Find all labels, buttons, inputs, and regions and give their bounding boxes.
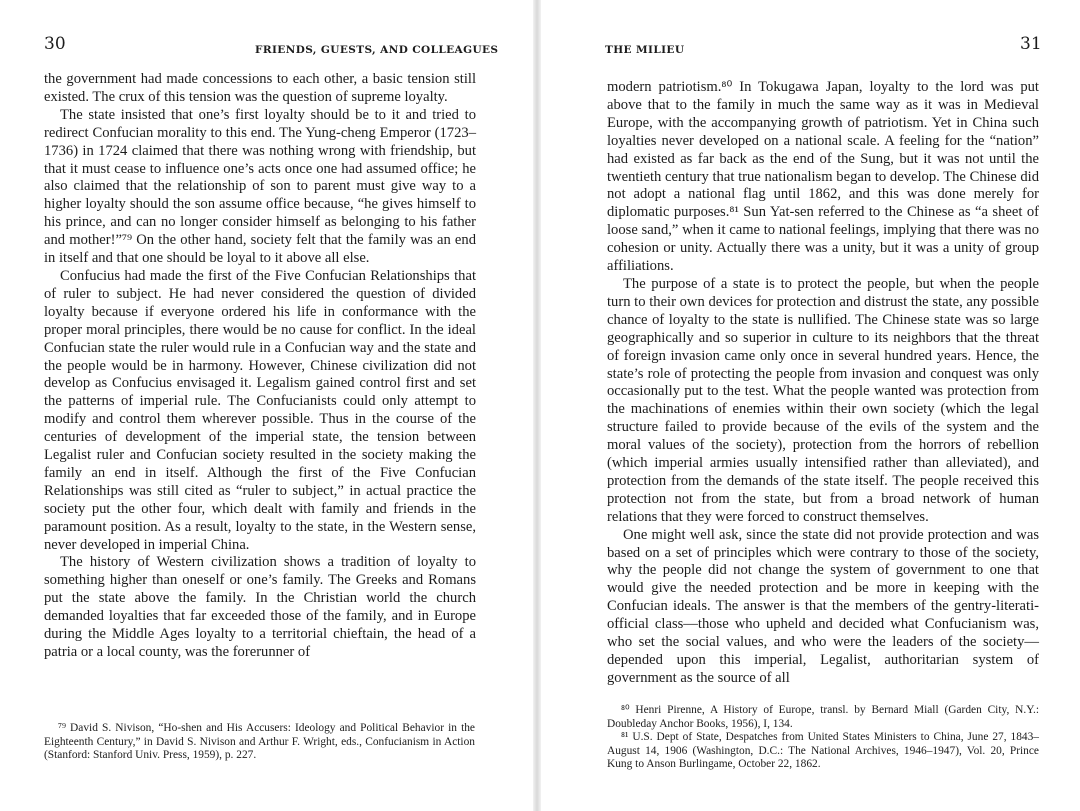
running-head: THE MILIEU — [605, 44, 685, 56]
footnote: ⁸⁰ Henri Pirenne, A History of Europe, transl. by Bernard Miall (Garden City, N.Y.: Doubleday Anchor Books, 1956), I, 134. — [607, 704, 1039, 730]
footnotes — [44, 722, 475, 763]
paragraph: One might well ask, since the state did not provide protection and was based on a set of principles which were contrary to those of the society, why the people did not change the system of government to one that would give the needed protection and be more in keeping with the Confucian ideals. The answer is that the members of the gentry-literati-official class—those who upheld and decided what Confucianism was, who set the social values, and who were the leaders of the society—depended upon this imperial, Legalist, authoritarian system of government as the source of all — [607, 526, 1039, 686]
paragraph: modern patriotism.⁸⁰ In Tokugawa Japan, loyalty to the lord was put above that to the family in much the same way as it was in Medieval Europe, with the accompanying growth of patriotism. Yet in China such loyalties never developed on a national scale. A feeling for the “nation” had existed as far back as the end of the Sung, but it was not until the twentieth century that true nationalism began to develop. The Chinese did not adopt a national flag until 1862, and this was done merely for diplomatic purposes.⁸¹ Sun Yat-sen referred to the Chinese as “a sheet of loose sand,” when it came to national feelings, implying that there was no cohesion or unity. Actually there was a unity, but it was a unity of group affiliations. — [607, 79, 1039, 275]
page-number: 30 — [44, 34, 66, 54]
paragraph: Confucius had made the first of the Five Confucian Relationships that of ruler to subject. He had never considered the question of divided loyalty because if everyone ordered his life in conformance with the proper moral principles, there would be no cause for conflict. In the ideal Confucian state the ruler would rule in a Confucian way and the state and the people would be in harmony. However, Chinese civilization did not develop as Confucius envisaged it. Legalism gained control first and set the patterns of imperial rule. The Confucianists could only attempt to modify and control them wherever possible. Thus in the course of the centuries of development of the imperial state, the tension between Legalist ruler and Confucian society resulted in the society making the family an end in itself. Although the first of the Five Confucian Relationships was still cited as “ruler to subject,” in actual practice the society put the other four, which dealt with family and friends in the paramount position. As a result, loyalty to the state, in the Western sense, never developed in imperial China. — [44, 267, 476, 553]
body-text — [607, 79, 1039, 688]
running-head: FRIENDS, GUESTS, AND COLLEAGUES — [255, 44, 499, 56]
footnotes — [607, 704, 1039, 772]
page-number: 31 — [1020, 34, 1042, 54]
left-page — [0, 0, 535, 811]
paragraph: The history of Western civilization shows a tradition of loyalty to something higher than oneself or one’s family. The Greeks and Romans put the state above the family. In the Christian world the church demanded loyalties that far exceeded those of the family, and in Europe during the Middle Ages loyalty to a territorial chieftain, the head of a patria or a local county, was the forerunner of — [44, 554, 476, 660]
paragraph: The purpose of a state is to protect the people, but when the people turn to their own devices for protection and distrust the state, any possible chance of loyalty to the state is nullified. The Chinese state was so large geographically and so superior in culture to its neighbors that the threat of foreign invasion came only once in several hundred years. Hence, the state’s role of protecting the people from invasion and conquest was only occasionally put to the test. What the people wanted was protection from the machinations of enemies within their own society (which the legal structure failed to provide because of the evils of the system and the moral values of the society), protection from the horrors of rebellion (which imperial armies usually intensified rather than alleviated), and protection from the demands of the state itself. The people received this protection not from the state, but from a broad network of human relations that they were forced to construct themselves. — [607, 275, 1039, 525]
right-page — [537, 0, 1080, 811]
body-text — [44, 71, 476, 662]
footnote: ⁷⁹ David S. Nivison, “Ho-shen and His Accusers: Ideology and Political Behavior in the Eighteenth Century,” in David S. Nivison and Arthur F. Wright, eds., Confucianism in Action (Stanford: Stanford Univ. Press, 1959), p. 227. — [44, 722, 475, 762]
footnote: ⁸¹ U.S. Dept of State, Despatches from United States Ministers to China, June 27, 1843–August 14, 1906 (Washington, D.C.: The National Archives, 1946–1947), Vol. 20, Prince Kung to Anson Burlingame, October 22, 1862. — [607, 731, 1039, 771]
paragraph: The state insisted that one’s first loyalty should be to it and tried to redirect Confucian morality to this end. The Yung-cheng Emperor (1723–1736) in 1724 claimed that there was nothing wrong with friendship, but that it must cease to influence one’s acts once one had assumed office; he also claimed that the relationship of son to parent must give way to a higher loyalty should the son assume office because, “he gives himself to his prince, and can no longer consider himself as belonging to his father and mother!”⁷⁹ On the other hand, society felt that the family was an end in itself and that one should be loyal to it above all else. — [44, 106, 476, 267]
paragraph: the government had made concessions to each other, a basic tension still existed. The crux of this tension was the question of supreme loyalty. — [44, 71, 476, 105]
